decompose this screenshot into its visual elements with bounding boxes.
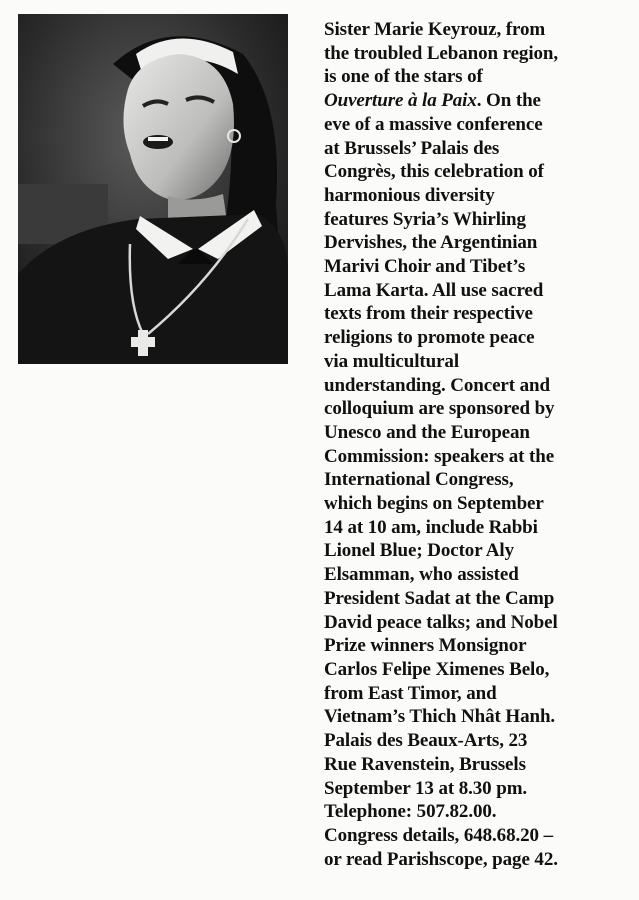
- article-line-14: religions to promote peace: [324, 327, 535, 349]
- article-line-30: Vietnam’s Thich Nhât Hanh.: [324, 706, 556, 728]
- article-line-24: Elsamman, who assisted: [324, 564, 519, 586]
- article-line-35: Congress details, 648.68.20 –: [324, 824, 553, 846]
- article-line-13: texts from their respective: [324, 303, 533, 325]
- article-line-19: Commission: speakers at the: [324, 445, 555, 467]
- article-line-26: David peace talks; and Nobel: [324, 611, 558, 633]
- article-line-5: eve of a massive conference: [324, 113, 543, 135]
- article-line-3: is one of the stars of: [324, 66, 483, 88]
- article-line-1: Sister Marie Keyrouz, from: [324, 19, 546, 40]
- article-line-12: Lama Karta. All use sacred: [324, 279, 544, 301]
- article-line-8: harmonious diversity: [324, 184, 495, 206]
- article-line-16: understanding. Concert and: [324, 374, 550, 396]
- article-line-21: which begins on September: [324, 493, 544, 515]
- event-title: Ouverture à la Paix: [324, 90, 477, 112]
- article-line-7: Congrès, this celebration of: [324, 161, 544, 183]
- nun-portrait-photo: [18, 14, 288, 364]
- article-line-18: Unesco and the European: [324, 421, 530, 443]
- article-line-11: Marivi Choir and Tibet’s: [324, 256, 526, 278]
- article-line-29: from East Timor, and: [324, 682, 497, 704]
- article-line-31: Palais des Beaux-Arts, 23: [324, 730, 528, 752]
- article-line-27: Prize winners Monsignor: [324, 635, 527, 657]
- article-line-10: Dervishes, the Argentinian: [324, 232, 538, 254]
- article-line-33: September 13 at 8.30 pm.: [324, 777, 528, 799]
- article-line-4: [324, 89, 624, 113]
- article-line-2: the troubled Lebanon region,: [324, 42, 559, 64]
- article-line-4-rest: . On the: [476, 90, 541, 112]
- article-line-9: features Syria’s Whirling: [324, 208, 526, 230]
- article-line-28: Carlos Felipe Ximenes Belo,: [324, 658, 550, 680]
- article-line-36: or read Parishscope, page 42.: [324, 848, 558, 870]
- article-text: [324, 18, 624, 871]
- article-line-25: President Sadat at the Camp: [324, 587, 555, 609]
- article-line-15: via multicultural: [324, 350, 459, 372]
- article-line-22: 14 at 10 am, include Rabbi: [324, 516, 538, 538]
- article-line-34: Telephone: 507.82.00.: [324, 801, 497, 823]
- article-line-20: International Congress,: [324, 469, 514, 491]
- article-line-32: Rue Ravenstein, Brussels: [324, 753, 526, 775]
- article-line-17: colloquium are sponsored by: [324, 398, 555, 420]
- article-line-23: Lionel Blue; Doctor Aly: [324, 540, 514, 562]
- article-line-6: at Brussels’ Palais des: [324, 137, 500, 159]
